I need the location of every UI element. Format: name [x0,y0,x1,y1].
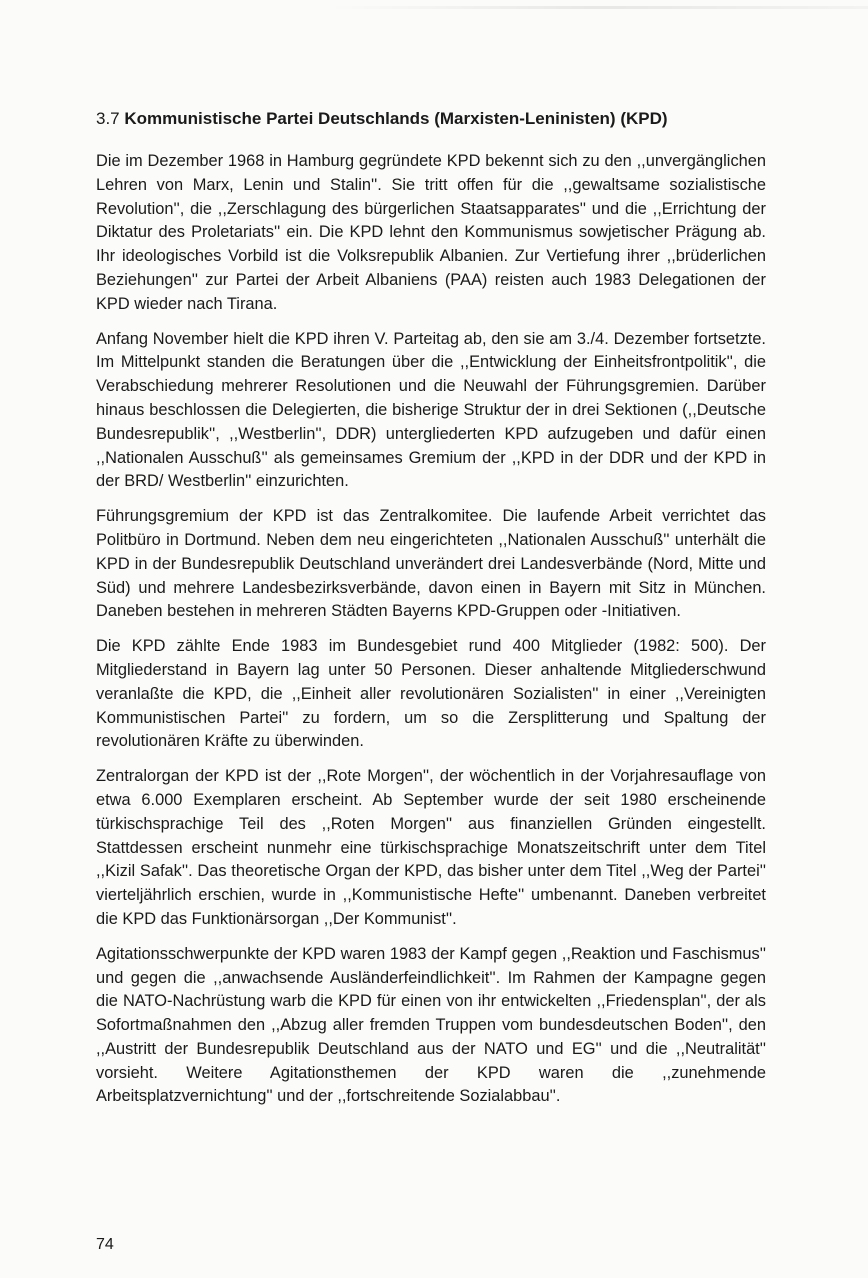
section-heading [96,108,766,130]
paragraph-4: Die KPD zählte Ende 1983 im Bundesgebiet rund 400 Mitglieder (1982: 500). Der Mitgliederstand in Bayern lag unter 50 Personen. Dieser anhaltende Mitgliederschwund veranlaßte die KPD, die ,,Einheit aller revolutionären Sozialisten'' in einer ,,Vereinigten Kommunistischen Partei'' zu fordern, um so die Zersplitterung und Spaltung der revolutionären Kräfte zu überwinden. [96,637,766,751]
scan-edge-shadow [330,6,868,9]
paragraph-1: Die im Dezember 1968 in Hamburg gegründete KPD bekennt sich zu den ,,unvergänglichen Lehren von Marx, Lenin und Stalin''. Sie tritt offen für die ,,gewaltsame sozialistische Revolution'', die ,,Zerschlagung des bürgerlichen Staatsapparates'' und die ,,Errichtung der Diktatur des Proletariats'' ein. Die KPD lehnt den Kommunismus sowjetischer Prägung ab. Ihr ideologisches Vorbild ist die Volksrepublik Albanien. Zur Vertiefung ihrer ,,brüderlichen Beziehungen'' zur Partei der Arbeit Albaniens (PAA) reisten auch 1983 Delegationen der KPD wieder nach Tirana. [96,152,766,313]
paragraph-2: Anfang November hielt die KPD ihren V. Parteitag ab, den sie am 3./4. Dezember fortsetzte. Im Mittelpunkt standen die Beratungen über die ,,Entwicklung der Einheitsfrontpolitik'', die Verabschiedung mehrerer Resolutionen und die Neuwahl der Führungsgremien. Darüber hinaus beschlossen die Delegierten, die bisherige Struktur der in drei Sektionen (,,Deutsche Bundesrepublik'', ,,Westberlin'', DDR) untergliederten KPD aufzugeben und dafür einen ,,Nationalen Ausschuß'' als gemeinsames Gremium der ,,KPD in der DDR und der KPD in der BRD/ Westberlin'' einzurichten. [96,329,766,491]
paragraph-6: Agitationsschwerpunkte der KPD waren 1983 der Kampf gegen ,,Reaktion und Faschismus'' und gegen die ,,anwachsende Ausländerfeindlichkeit''. Im Rahmen der Kampagne gegen die NATO-Nachrüstung warb die KPD für einen von ihr entwickelten ,,Friedensplan'', der als Sofortmaßnahmen den ,,Abzug aller fremden Truppen vom bundesdeutschen Boden'', den ,,Austritt der Bundesrepublik Deutschland aus der NATO und EG'' und die ,,Neutralität'' vorsieht. Weitere Agitationsthemen der KPD waren die ,,zunehmende Arbeitsplatzvernichtung'' und der ,,fortschreitende Sozialabbau''. [96,944,766,1106]
paragraph-3: Führungsgremium der KPD ist das Zentralkomitee. Die laufende Arbeit verrichtet das Politbüro in Dortmund. Neben dem neu eingerichteten ,,Nationalen Ausschuß'' unterhält die KPD in der Bundesrepublik Deutschland unverändert drei Landesverbände (Nord, Mitte und Süd) und mehrere Landesbezirksverbände, davon einen in Bayern mit Sitz in München. Daneben bestehen in mehreren Städten Bayerns KPD-Gruppen oder -Initiativen. [96,507,766,621]
section-title: Kommunistische Partei Deutschlands (Marxisten-Leninisten) (KPD) [124,109,668,128]
page-number: 74 [96,1236,114,1253]
document-page [96,108,766,1120]
paragraph-5: Zentralorgan der KPD ist der ,,Rote Morgen'', der wöchentlich in der Vorjahresauflage von etwa 6.000 Exemplaren erscheint. Ab September wurde der seit 1980 erscheinende türkischsprachige Teil des ,,Roten Morgen'' aus finanziellen Gründen eingestellt. Stattdessen erscheint nunmehr eine türkischsprachige Monatszeitschrift unter dem Titel ,,Kizil Safak''. Das theoretische Organ der KPD, das bisher unter dem Titel ,,Weg der Partei'' vierteljährlich erschien, wurde in ,,Kommunistische Hefte'' umbenannt. Daneben verbreitet die KPD das Funktionärsorgan ,,Der Kommunist''. [96,767,766,928]
section-number: 3.7 [96,109,120,128]
